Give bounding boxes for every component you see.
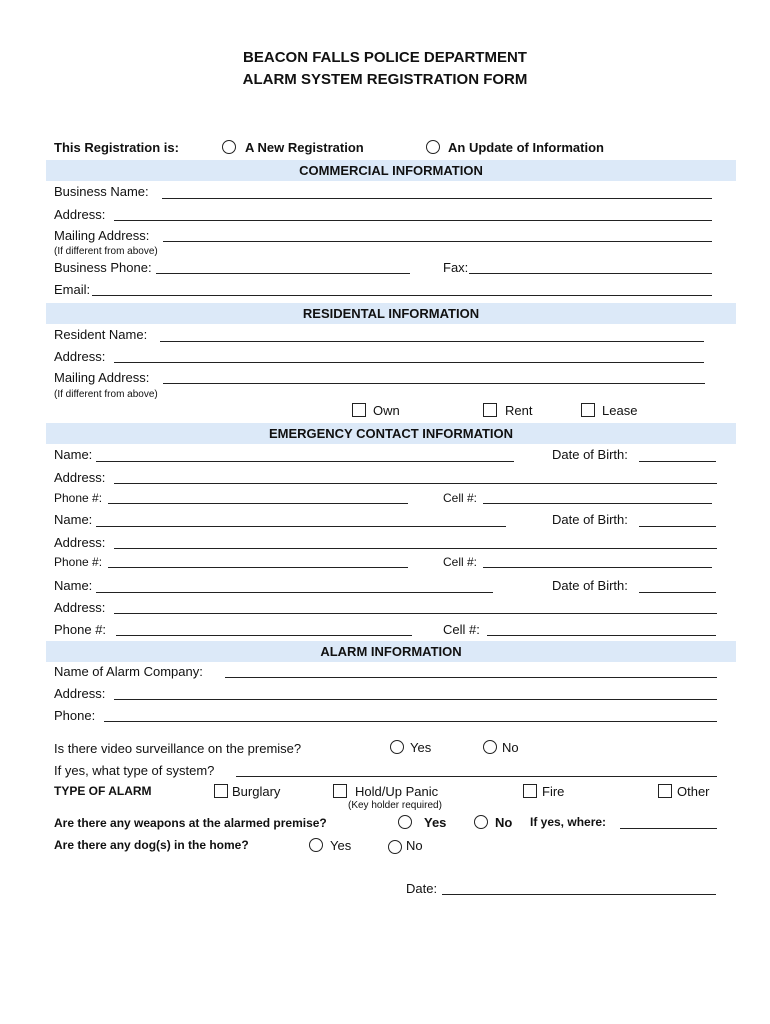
video-yes-radio[interactable] [390,740,404,754]
resident-name-label: Resident Name: [54,327,148,342]
lease-checkbox[interactable] [581,403,595,417]
date-label: Date: [406,881,438,896]
system-type-question: If yes, what type of system? [54,763,215,778]
contact2-dob-label: Date of Birth: [552,512,628,527]
fax-field[interactable] [469,273,712,274]
business-phone-label: Business Phone: [54,260,152,275]
residential-address-label: Address: [54,349,106,364]
contact1-cell-label: Cell #: [443,491,478,505]
business-name-label: Business Name: [54,184,149,199]
contact3-dob-label: Date of Birth: [552,578,628,593]
date-field[interactable] [442,894,716,895]
weapons-question: Are there any weapons at the alarmed premise? [54,816,327,830]
contact2-name-label: Name: [54,512,93,527]
contact1-name-label: Name: [54,447,93,462]
alarm-company-label: Name of Alarm Company: [54,664,203,679]
new-registration-radio[interactable] [222,140,236,154]
dogs-yes-radio[interactable] [309,838,323,852]
contact2-cell-label: Cell #: [443,555,478,569]
business-name-field[interactable] [162,198,712,199]
commercial-section-header: COMMERCIAL INFORMATION [46,160,736,181]
commercial-address-label: Address: [54,207,106,222]
burglary-label: Burglary [232,784,281,799]
residential-mailing-address-label: Mailing Address: [54,370,150,385]
new-registration-label: A New Registration [245,140,364,155]
weapons-yes-radio[interactable] [398,815,412,829]
contact1-address-label: Address: [54,470,106,485]
contact1-address-field[interactable] [114,483,717,484]
contact2-phone-field[interactable] [108,567,408,568]
dogs-no-radio[interactable] [388,840,402,854]
rent-label: Rent [505,403,533,418]
fire-checkbox[interactable] [523,784,537,798]
contact3-dob-field[interactable] [639,592,716,593]
weapons-no-label: No [495,815,513,830]
contact3-phone-label: Phone #: [54,622,107,637]
contact2-name-field[interactable] [96,526,506,527]
contact3-address-field[interactable] [114,613,717,614]
contact1-dob-label: Date of Birth: [552,447,628,462]
weapons-where-field[interactable] [620,828,717,829]
weapons-where-label: If yes, where: [530,815,607,829]
contact2-dob-field[interactable] [639,526,716,527]
contact1-phone-label: Phone #: [54,491,103,505]
alarm-phone-label: Phone: [54,708,96,723]
contact3-cell-label: Cell #: [443,622,480,637]
weapons-yes-label: Yes [424,815,447,830]
contact3-phone-field[interactable] [116,635,412,636]
video-no-label: No [502,740,519,755]
update-information-label: An Update of Information [448,140,604,155]
own-label: Own [373,403,400,418]
lease-label: Lease [602,403,638,418]
residential-section-header: RESIDENTAL INFORMATION [46,303,736,324]
commercial-mailing-note: (If different from above) [54,246,158,257]
video-no-radio[interactable] [483,740,497,754]
holdup-panic-label: Hold/Up Panic [355,784,439,799]
weapons-no-radio[interactable] [474,815,488,829]
registration-label: This Registration is: [54,140,179,155]
contact3-cell-field[interactable] [487,635,716,636]
video-surveillance-question: Is there video surveillance on the premise? [54,741,302,756]
alarm-company-field[interactable] [225,677,717,678]
other-label: Other [677,784,710,799]
dogs-no-label: No [406,838,423,853]
email-label: Email: [54,282,91,297]
alarm-address-field[interactable] [114,699,717,700]
dogs-question: Are there any dog(s) in the home? [54,838,249,852]
residential-mailing-note: (If different from above) [54,389,158,400]
commercial-address-field[interactable] [114,220,712,221]
video-yes-label: Yes [410,740,432,755]
contact1-phone-field[interactable] [108,503,408,504]
form-title: BEACON FALLS POLICE DEPARTMENT [243,49,527,66]
fire-label: Fire [542,784,565,799]
emergency-section-header: EMERGENCY CONTACT INFORMATION [46,423,736,444]
commercial-mailing-address-field[interactable] [163,241,712,242]
contact1-dob-field[interactable] [639,461,716,462]
dogs-yes-label: Yes [330,838,352,853]
resident-name-field[interactable] [160,341,704,342]
contact3-name-field[interactable] [96,592,493,593]
keyholder-note: (Key holder required) [348,800,442,811]
system-type-field[interactable] [236,776,717,777]
business-phone-field[interactable] [156,273,410,274]
commercial-mailing-address-label: Mailing Address: [54,228,150,243]
residential-address-field[interactable] [114,362,704,363]
form-subtitle: ALARM SYSTEM REGISTRATION FORM [242,71,528,88]
alarm-phone-field[interactable] [104,721,717,722]
contact2-address-field[interactable] [114,548,717,549]
update-information-radio[interactable] [426,140,440,154]
contact2-address-label: Address: [54,535,106,550]
contact1-cell-field[interactable] [483,503,712,504]
fax-label: Fax: [443,260,469,275]
type-of-alarm-label: TYPE OF ALARM [54,784,152,798]
contact2-cell-field[interactable] [483,567,712,568]
rent-checkbox[interactable] [483,403,497,417]
residential-mailing-address-field[interactable] [163,383,705,384]
other-checkbox[interactable] [658,784,672,798]
holdup-panic-checkbox[interactable] [333,784,347,798]
burglary-checkbox[interactable] [214,784,228,798]
alarm-section-header: ALARM INFORMATION [46,641,736,662]
contact2-phone-label: Phone #: [54,555,103,569]
alarm-address-label: Address: [54,686,106,701]
contact1-name-field[interactable] [96,461,514,462]
contact3-name-label: Name: [54,578,93,593]
email-field[interactable] [92,295,712,296]
own-checkbox[interactable] [352,403,366,417]
contact3-address-label: Address: [54,600,106,615]
